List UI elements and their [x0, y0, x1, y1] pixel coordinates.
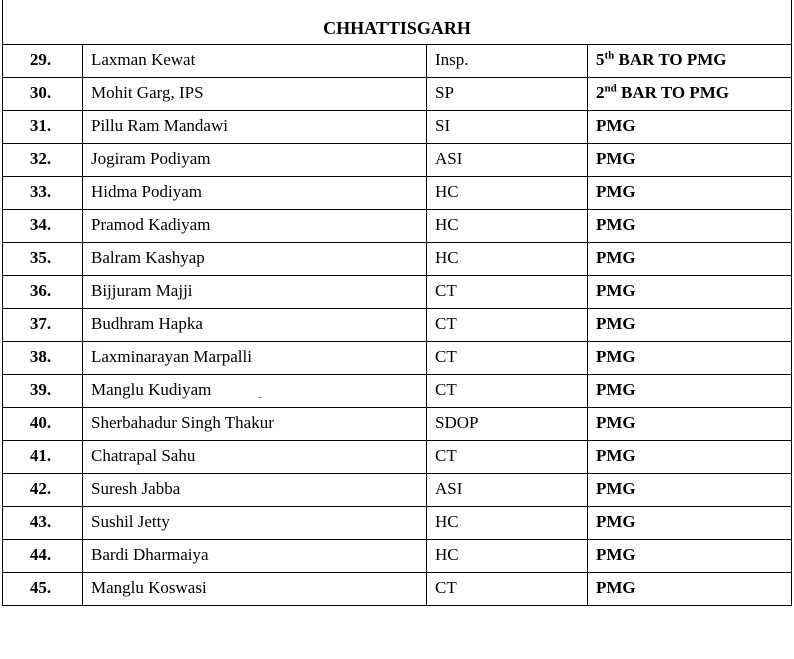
- award-cell: [588, 176, 792, 209]
- officer-name: Jogiram Podiyam: [83, 143, 427, 176]
- award-label: PMG: [596, 577, 636, 597]
- officer-name: Sushil Jetty: [83, 506, 427, 539]
- officer-name: Hidma Podiyam: [83, 176, 427, 209]
- serial-number: 32.: [3, 143, 83, 176]
- officer-rank: SP: [427, 77, 588, 110]
- award-cell: [588, 143, 792, 176]
- officer-name: Pramod Kadiyam: [83, 209, 427, 242]
- serial-number: 45.: [3, 572, 83, 605]
- table-row: [3, 110, 792, 143]
- officer-name: Bardi Dharmaiya: [83, 539, 427, 572]
- award-label: PMG: [596, 445, 636, 465]
- award-cell: [588, 308, 792, 341]
- table-row: [3, 572, 792, 605]
- award-label: BAR TO PMG: [621, 82, 729, 102]
- serial-number: 44.: [3, 539, 83, 572]
- serial-number: 35.: [3, 242, 83, 275]
- officer-name: Sherbahadur Singh Thakur: [83, 407, 427, 440]
- award-label: PMG: [596, 214, 636, 234]
- table-row: [3, 143, 792, 176]
- serial-number: 30.: [3, 77, 83, 110]
- serial-number: 31.: [3, 110, 83, 143]
- serial-number: 40.: [3, 407, 83, 440]
- officer-name: Balram Kashyap: [83, 242, 427, 275]
- officer-name: Manglu Koswasi: [83, 572, 427, 605]
- officer-name: Mohit Garg, IPS: [83, 77, 427, 110]
- serial-number: 43.: [3, 506, 83, 539]
- officer-name: Budhram Hapka: [83, 308, 427, 341]
- award-label: PMG: [596, 313, 636, 333]
- table-row: [3, 176, 792, 209]
- award-label: PMG: [596, 379, 636, 399]
- award-cell: [588, 374, 792, 407]
- award-ordinal-suffix: th: [604, 48, 615, 61]
- serial-number: 41.: [3, 440, 83, 473]
- award-label: PMG: [596, 115, 636, 135]
- awards-table-container: [2, 0, 791, 606]
- table-row: [3, 44, 792, 77]
- award-label: PMG: [596, 478, 636, 498]
- award-cell: [588, 341, 792, 374]
- officer-name: Manglu Kudiyam: [83, 374, 427, 407]
- serial-number: 33.: [3, 176, 83, 209]
- award-cell: [588, 77, 792, 110]
- table-row: [3, 473, 792, 506]
- award-label: PMG: [596, 280, 636, 300]
- award-cell: [588, 407, 792, 440]
- officer-rank: ASI: [427, 143, 588, 176]
- table-row: [3, 77, 792, 110]
- officer-rank: SDOP: [427, 407, 588, 440]
- officer-name: Laxminarayan Marpalli: [83, 341, 427, 374]
- award-label: PMG: [596, 544, 636, 564]
- table-row: [3, 440, 792, 473]
- serial-number: 36.: [3, 275, 83, 308]
- officer-rank: HC: [427, 176, 588, 209]
- serial-number: 38.: [3, 341, 83, 374]
- stray-mark: [258, 397, 262, 398]
- award-cell: [588, 275, 792, 308]
- award-cell: [588, 473, 792, 506]
- officer-rank: CT: [427, 440, 588, 473]
- officer-name: Suresh Jabba: [83, 473, 427, 506]
- officer-rank: CT: [427, 374, 588, 407]
- officer-rank: SI: [427, 110, 588, 143]
- awards-table-body: [3, 0, 792, 605]
- award-cell: [588, 572, 792, 605]
- state-heading-row: [3, 0, 792, 44]
- award-cell: [588, 110, 792, 143]
- award-label: PMG: [596, 511, 636, 531]
- table-row: [3, 374, 792, 407]
- serial-number: 42.: [3, 473, 83, 506]
- award-number: 2: [596, 82, 605, 102]
- award-label: BAR TO PMG: [618, 49, 727, 69]
- award-cell: [588, 242, 792, 275]
- awards-table: [2, 0, 792, 606]
- officer-rank: Insp.: [427, 44, 588, 77]
- table-row: [3, 341, 792, 374]
- table-row: [3, 506, 792, 539]
- serial-number: 29.: [3, 44, 83, 77]
- table-row: [3, 275, 792, 308]
- officer-rank: CT: [427, 308, 588, 341]
- state-heading: CHHATTISGARH: [3, 0, 792, 44]
- serial-number: 37.: [3, 308, 83, 341]
- officer-rank: CT: [427, 572, 588, 605]
- table-row: [3, 209, 792, 242]
- officer-rank: CT: [427, 341, 588, 374]
- award-ordinal-suffix: nd: [604, 81, 617, 94]
- officer-name: Laxman Kewat: [83, 44, 427, 77]
- table-row: [3, 407, 792, 440]
- officer-rank: HC: [427, 242, 588, 275]
- award-label: PMG: [596, 247, 636, 267]
- award-label: PMG: [596, 346, 636, 366]
- officer-rank: ASI: [427, 473, 588, 506]
- award-number: 5: [596, 49, 605, 69]
- table-row: [3, 539, 792, 572]
- officer-rank: HC: [427, 539, 588, 572]
- award-label: PMG: [596, 148, 636, 168]
- award-cell: [588, 440, 792, 473]
- table-row: [3, 308, 792, 341]
- award-cell: [588, 209, 792, 242]
- award-cell: [588, 506, 792, 539]
- award-label: PMG: [596, 181, 636, 201]
- serial-number: 34.: [3, 209, 83, 242]
- officer-rank: HC: [427, 209, 588, 242]
- table-row: [3, 242, 792, 275]
- officer-name: Chatrapal Sahu: [83, 440, 427, 473]
- award-cell: [588, 539, 792, 572]
- officer-rank: HC: [427, 506, 588, 539]
- award-label: PMG: [596, 412, 636, 432]
- officer-rank: CT: [427, 275, 588, 308]
- award-cell: [588, 44, 792, 77]
- serial-number: 39.: [3, 374, 83, 407]
- officer-name: Pillu Ram Mandawi: [83, 110, 427, 143]
- officer-name: Bijjuram Majji: [83, 275, 427, 308]
